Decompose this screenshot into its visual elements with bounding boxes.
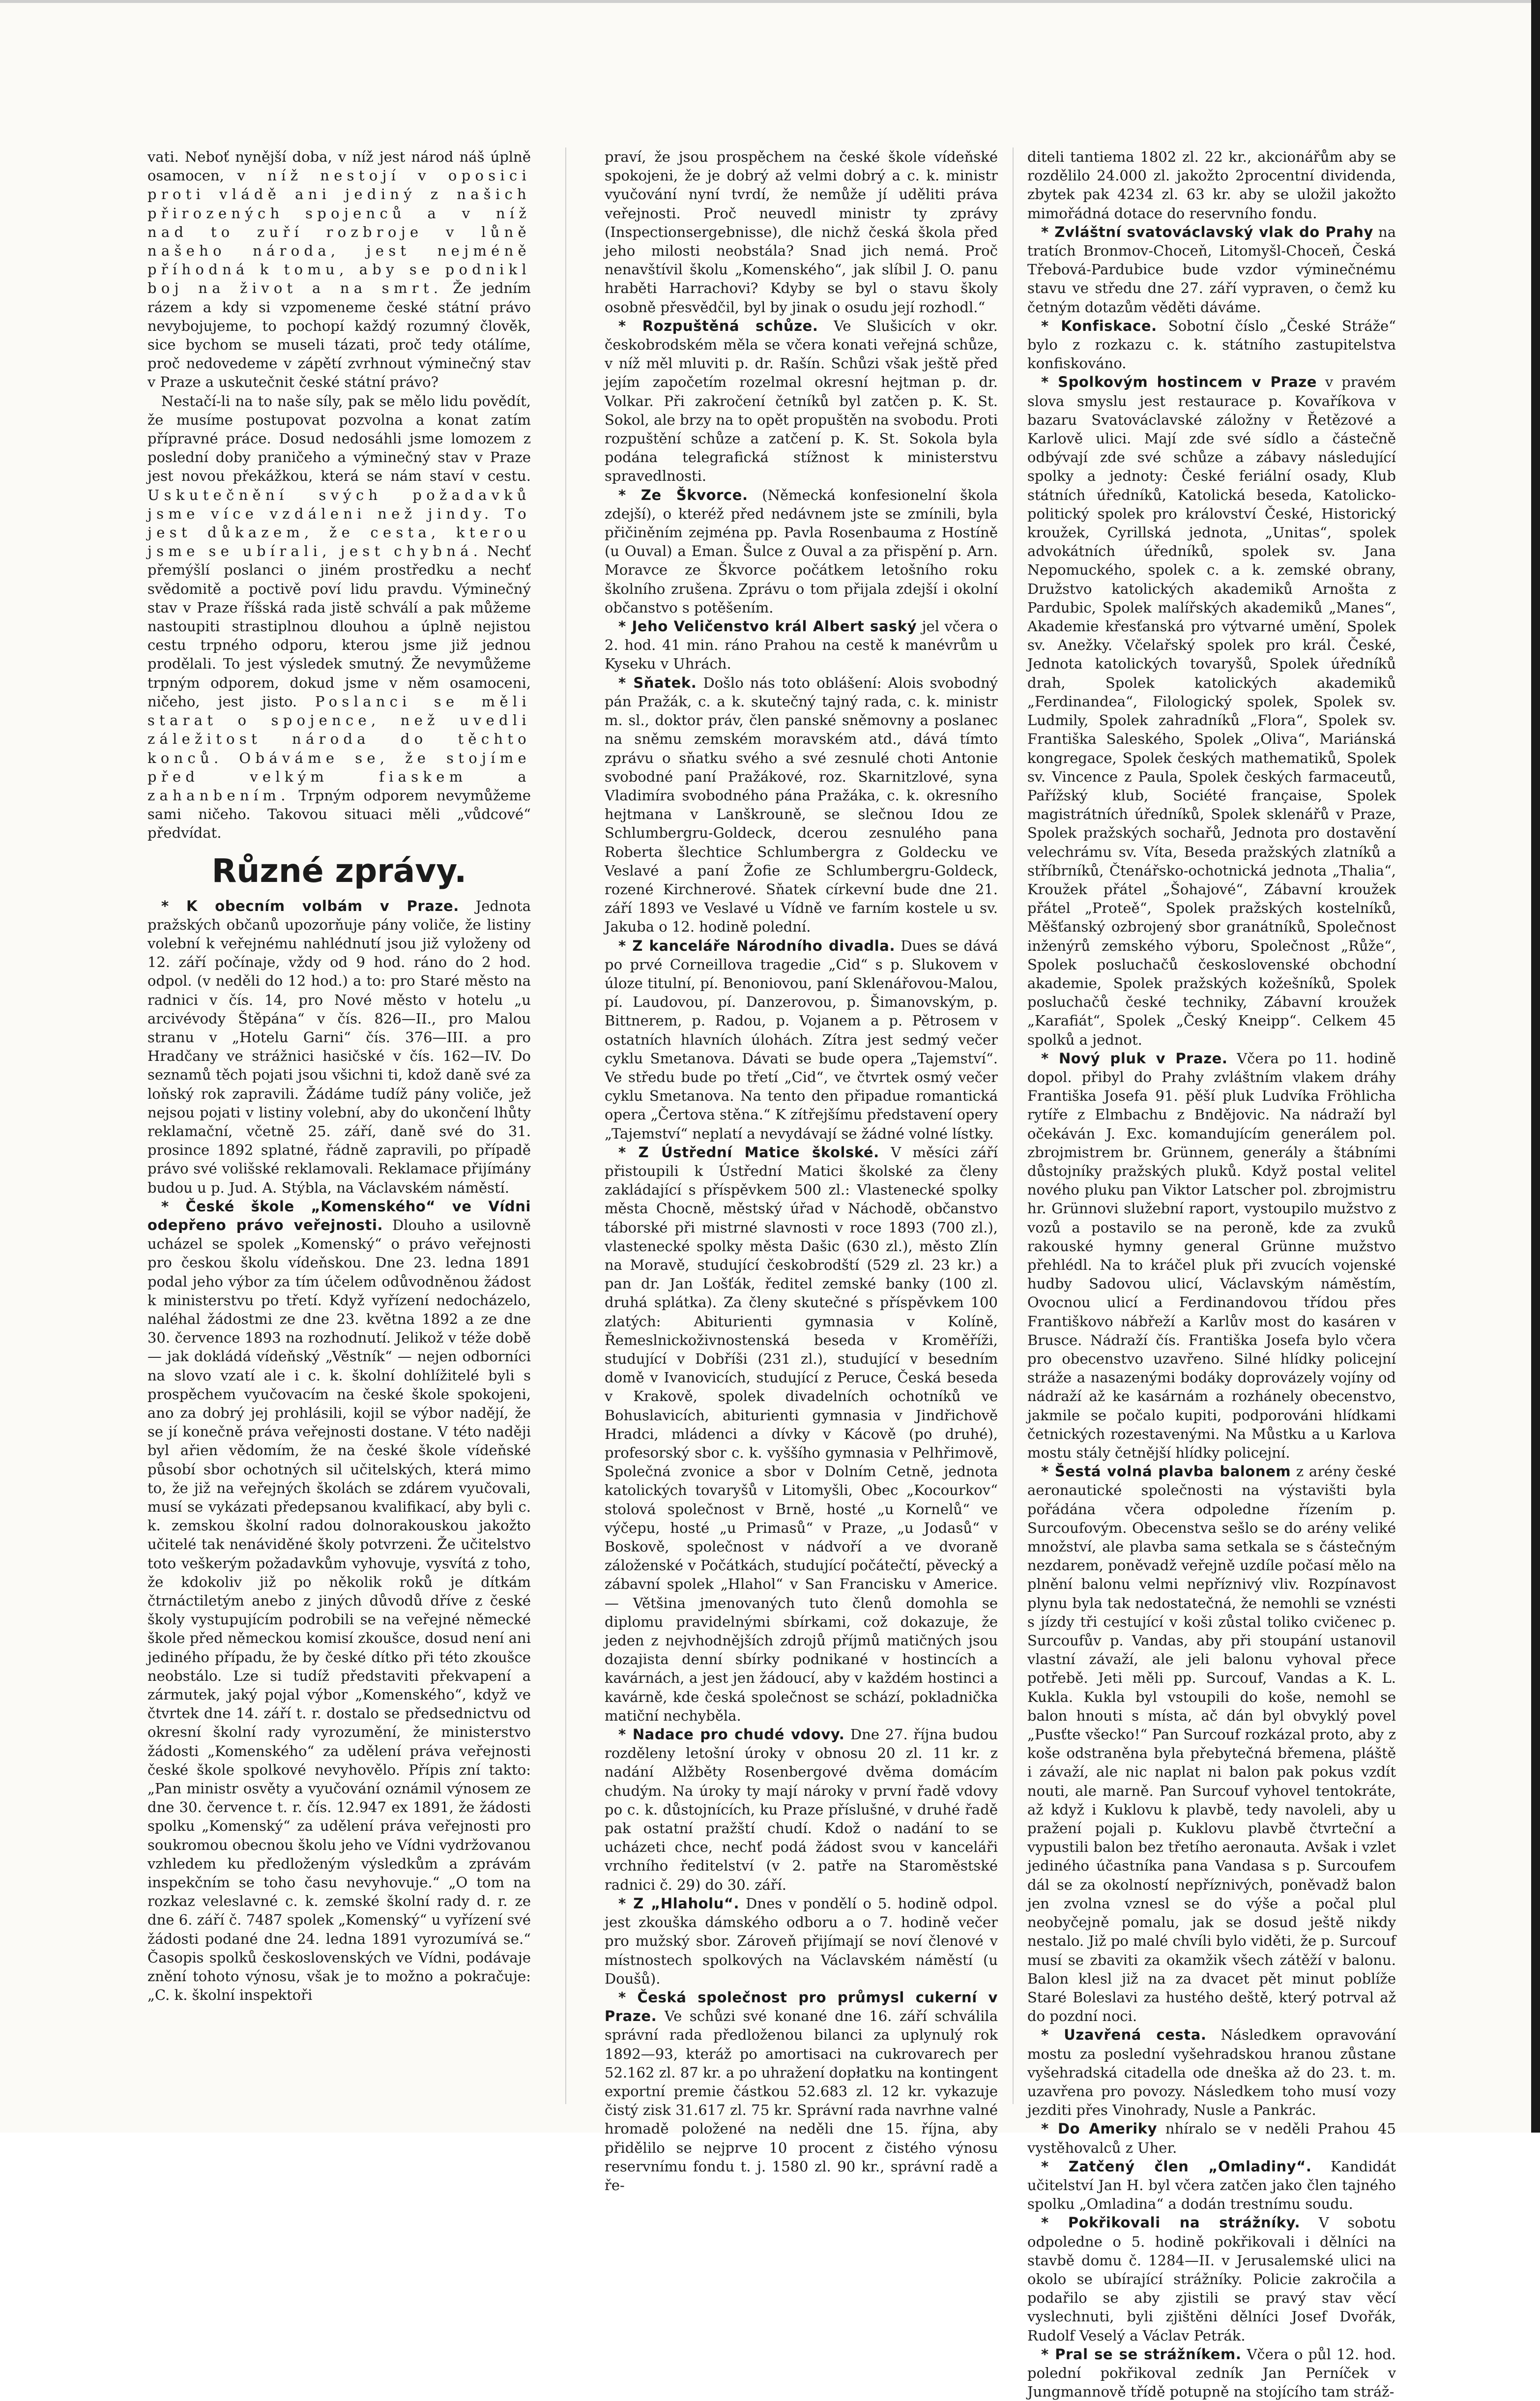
news-item-vdovy	[605, 1725, 998, 1894]
text: Že jedním rázem a kdy si vzpomeneme české státní právo nevybojujeme, to pochopí každý rozumný člověk, sice bychom se museli tázati, proč tedy otálíme, proč nedovedeme v zápětí zvrhnout výminečný stav v Praze a uskutečnit české státní právo?	[147, 280, 531, 391]
item-text: Dues se dává po prvé Corneillova tragedie „Cid“ s p. Slukovem v úloze titulní, pí. Benoniovou, paní Sklenářovou-Malou, pí. Laudovou, pí. Danzerovou, p. Šimanovským, p. Bittnerem, p. Radou, p. Vojanem a p. Pětrosem v ostatních hlavních úlohách. Zítra jest sedmý večer cyklu Smetanova. Dávati se bude opera „Tajemství“. Ve středu bude po třetí „Cid“, ve čtvrtek osmý večer cyklu Smetanova. Na tento den připadue romantická opera „Čertova stěna.“ K zítřejšímu představení opery „Tajemství“ neplatí a nevydávají se žádné volné lístky.	[605, 937, 998, 1142]
news-item-balon	[1027, 1462, 1396, 2025]
item-heading: * České škole „Komenského“ ve Vídni odepřeno právo veřejnosti.	[147, 1198, 531, 1233]
item-heading: * Z „Hlaholu“.	[618, 1895, 740, 1912]
column-2	[605, 147, 998, 2194]
item-heading: * Jeho Veličenstvo král Albert saský	[618, 618, 917, 635]
item-heading: * Rozpuštěná schůze.	[618, 317, 818, 334]
item-heading: * Šestá volná plavba balonem	[1041, 1463, 1291, 1480]
item-text: Dnes v pondělí o 5. hodině odpol. jest zkouška dámského odboru a o 7. hodině večer pro mužský sbor. Zároveň přijímají se noví členové v místnostech spolkových na Václavském náměstí (u Doušů).	[605, 1895, 998, 1987]
item-heading: * K obecním volbám v Praze.	[161, 897, 459, 914]
text: Nechť přemýšlí poslanci o jiném prostředku a nechť svědomitě a poctivě poví lidu pravdu. Výminečný stav v Praze říšská rada jistě schválí a pak můžeme nastoupiti strastiplnou dlouhou a úplně nejistou cestu trpného odporu, kterou jsme již jednou prodělali. To jest výsledek smutný. Že nevymůžeme trpným odporem, dokud jsme v něm osamoceni, ničeho, jest jisto.	[147, 543, 531, 710]
news-item-konfiskace	[1027, 317, 1396, 373]
news-item-skola	[147, 1197, 531, 2005]
item-heading: * Sňatek.	[618, 674, 697, 691]
item-continuation: diteli tantiema 1802 zl. 22 kr., akcionářům aby se rozdělilo 24.000 zl. jakožto 2procentní dividenda, zbytek pak 4234 zl. 63 kr. aby se uložil jakožto mimořádná dotace do reservního fondu.	[1027, 148, 1396, 222]
section-title: Různé zprávy.	[211, 851, 467, 890]
news-item-spolky	[1027, 373, 1396, 1049]
item-heading: * Z kanceláře Národního divadla.	[618, 937, 896, 954]
news-item-snatek	[605, 673, 998, 937]
item-text: Dne 27. října budou rozděleny letošní úroky v obnosu 20 zl. 11 kr. z nadání Alžběty Rosenbergové dvěma domácím chudým. Na úroky ty mají nároky v první řadě vdovy po c. k. důstojnících, ku Praze příslušné, v druhé řadě pak ostatní pražští chudí. Kdož o nadání to se ucházeti chce, nechť podá žádost svou v kanceláři vrchního ředitelství (v 2. patře na Staroměstské radnici č. 29) do 30. září.	[605, 1726, 998, 1893]
item-text: Včera po 11. hodině dopol. přibyl do Prahy zvláštním vlakem dráhy Františka Josefa 91. pěší pluk Ludvíka Fröhlicha rytíře z Elmbachu z Bndějovic. Na nádraží byl očekáván J. Exc. komandujícím generálem pol. zbrojmistrem br. Grünnem, generály a štábními důstojníky pražských pluků. Když postal velitel nového pluku pan Viktor Latscher pol. zbrojmistru hr. Grünnovi služební raport, vystoupilo mužstvo z vozů a postavilo se na peroně, kde za zvuků rakouské hymny general Grünne mužstvo přehlédl. Na to kráčel pluk při zvucích vojenské hudby Sadovou ulicí, Václavským náměstím, Ovocnou ulicí a Ferdinandovou třídou přes Františkovo nábřeží a Karlův most do kasáren v Bruscе. Nádraží čís. Františka Josefa bylo včera pro obecenstvo uzavřeno. Silné hlídky policejní stráže a nasazenými bodáky doprovázely vojíny od nádraží až ke kasárnám a rozhánely obecenstvo, jakmile se počalo kupiti, podporováni hlídkami četnických rozestavenými. Na Můstku a u Karlova mostu stály četnější hlídky policejní.	[1027, 1050, 1396, 1462]
item-text: Jednota pražských občanů upozorňuje pány voliče, že listiny volební k veřejnému nahlédnutí jsou již vyloženy od 12. září počínaje, vždy od 9 hod. ráno do 2 hod. odpol. (v neděli do 12 hod.) a to: pro Staré město na radnici v čís. 14, pro Nové město v hotelu „u arcivévody Štěpána“ v čís. 826—II., pro Malou stranu v „Hotelu Garni“ čís. 376—III. a pro Hradčany ve strážnici hasičské v čís. 162—IV. Do seznamů těch pojati jsou všichni ti, kdož daně své za loňský rok zapravili. Žádáme tudíž pány voliče, jež nejsou pojati v listiny volební, aby do ukončení lhůty reklamační, včetně 25. září, daně své do 31. prosince 1892 splatné, řádně zapravili, po případě právo své volišské reklamovali. Reklamace přijímány budou u p. Jud. A. Stýbla, na Václavském náměstí.	[147, 897, 531, 1196]
news-item-straznik	[1027, 2213, 1396, 2344]
column-1	[147, 147, 531, 2104]
item-heading: * Konfiskace.	[1041, 317, 1157, 334]
item-heading: * Pral se se strážníkem.	[1041, 2345, 1242, 2363]
item-text: Ve schůzi své konané dne 16. září schválila správní rada předloženou bilanci za uplynulý rok 1892—93, kteráž po amortisaci na cukrovarech per 52.162 zl. 87 kr. a po uhražení dopłatku na kontingent exportní premie částkou 52.683 zl. 12 kr. vykazuje čistý zisk 31.617 zl. 75 kr. Správní rada navrhne valné hromadě položené na neděli dne 15. října, aby přidělilo se nejprve 10 procent z čistého výnosu reservnímu fondu t. j. 1580 zl. 90 kr., správní radě a ře-	[605, 2008, 998, 2194]
news-item-pral	[1027, 2345, 1396, 2401]
item-text: Ve Slušicích v okr. českobrodském měla se včera konati veřejná schůze, v níž měl mluviti p. dr. Rašín. Schůzi však ještě před jejím započetím rozelmal okresní hejtman p. dr. Volkar. Při zakročení četníků byl zatčen p. K. St. Sokol, ale brzy na to opět propuštěn na svobodu. Proti rozpuštění schůze a zatčení p. K. St. Sokola byla podána telegrafická stížnost k ministerstvu spravedlnosti.	[605, 317, 998, 485]
item-continuation: praví, že jsou prospěchem na české škole vídeňské spokojeni, že je dobrý až velmi dobrý a c. k. ministr vyučování nyní tvrdí, že nemůže jí uděliti práva veřejnosti. Proč neuvedl ministr ty zprávy (Inspectionsergebnisse), dle nichž česká škola před jeho milosti neobstála? Snad jich nemá. Proč nenavštívil školu „Komenského“, jak slíbil J. O. panu hraběti Harrachovi? Kdyby se byl o stavu školy osobně přesvědčil, byl by jinak o osudu její rozhodl.“	[605, 148, 998, 316]
news-item-kral	[605, 617, 998, 673]
text: vati. Neboť nynější doba, v níž jest národ náš úplně osamocen,	[147, 148, 531, 184]
news-item-prumysl	[605, 1988, 998, 2195]
column-rule-1	[565, 147, 566, 2104]
item-text: Následkem opravování mostu za poslední vyšehradskou hranou zůstane vyšehradská citadella ode dneška až do 23. t. m. uzavřena pro povozy. Následkem toho musí vozy jezditi přes Vinohrady, Nusle a Pankrác.	[1027, 2026, 1396, 2119]
item-heading: * Do Ameriky	[1041, 2120, 1158, 2137]
item-heading: * Spolkovým hostincem v Praze	[1041, 374, 1317, 391]
item-text: V sobotu odpoledne o 5. hodině pokřikovali i dělníci na stavbě domu č. 1284—II. v Jerusalemské ulici na okolo se ubírající strážníky. Policie zakročila a podařilo se aby zjistili se pravý stav věcí vyslechnuti, byli zjištěni dělníci Josef Dvořák, Rudolf Veselý a Václav Petrák.	[1027, 2214, 1396, 2344]
text: Trpným odporem nevymůžeme sami ničeho. Takovou situaci měli „vůdcové“ předvídat.	[147, 787, 531, 842]
item-text: (Německá konfesionelní škola zdejší), o kteréž před nedávnem jste se zmínili, byla přičiněním zejména pp. Pavla Rosenbauma z Hostíně (u Ouval) a Eman. Šulce z Ouval a za přispění p. Arn. Moravce ze Škvorce počátkem letošního roku školního zrušena. Zprávu o tom přijala zdejší i okolní občanstvo s potěšením.	[605, 486, 998, 616]
item-text: V měsíci září přistoupili k Ústřední Matici školské za členy zakládající s příspěvkem 500 zl.: Vlastenecké spolky města Chocně, městský úřad v Náchodě, občanstvo táborské při mistrné slavnosti v roce 1893 (700 zl.), vlastenecké spolky města Dašic (630 zl.), město Zlín na Moravě, studující českobrodští (529 zl. 23 kr.) a pan dr. Jan Lošťák, ředitel zemské banky (100 zl. druhá splátka). Za členy skutečné s příspěvkem 100 zlatých: Abiturienti gymnasia v Kolíně, Řemeslnickoživnostenská beseda v Kroměříži, studující v Dobříši (231 zl.), studující v besedním domě v Ivanovicích, studující z Peruce, Česká beseda v Krakově, spolek divadelních ochotníků ve Bohuslavicích, abiturienti gymnasia v Jindřichově Hradci, mládenci a dívky v Kácově (po druhé), profesorský sbor c. k. vyššího gymnasia v Pelhřimově, Společná zvonice a sbor v Dolním Cetně, jednota katolických tovaryšů v Litomyšli, Obec „Kocourkov“ stolová společnost v Brně, hosté „u Kornelů“ ve výčepu, hosté „u Primasů“ v Praze, „u Jodasů“ v Boskově, společnost v nádvoří a ve dvoraně záloženské v Počátkách, studující počátečtí, pěvecký a zábavní spolek „Hlahol“ v San Francisku v Americe. — Většina jmenovaných tuto členů domohla se diplomu pravidelnými sbírkami, což dokazuje, že jeden z nejvhodnějších zdrojů příjmů matičných jsou dozajista denní sbírky podnikané v hostincích a kavárnách, a jest jen žádoucí, aby v každém hostinci a kavárně, kde česká společnost se schází, pokladnička matiční nechyběla.	[605, 1143, 998, 1724]
item-heading: * Pokřikovali na strážníky.	[1041, 2214, 1301, 2231]
item-text: Došlo nás toto oblášení: Alois svobodný pán Pražák, c. a k. skutečný tajný rada, c. k. ministr m. sl., doktor práv, člen panské sněmovny a poslanec na sněmu zemském moravském atd., dává tímto zprávu o sňatku svého a své zesnulé choti Antonie svobodné paní Pražákové, roz. Skarnitzlové, syna Vladimíra svobodného pána Pražáka, c. k. okresního hejtmana v Lanškrouně, se slečnou Idou ze Schlumbergru-Goldeck, dcerou zesnulého pana Roberta šlechtice Schlumbergra z Goldecku ve Veslavé a paní Žofie ze Schlumbergru-Goldeck, rozené Kirchnerové. Sňatek církevní bude dne 21. září 1893 ve Veslavé u Vídně ve farním kostele u sv. Jakuba o 12. hodině polední.	[605, 674, 998, 936]
item-heading: * Z Ústřední Matice školské.	[618, 1143, 879, 1161]
item-heading: * Uzavřená cesta.	[1041, 2026, 1207, 2044]
item-text: Sobotní číslo „České Stráže“ bylo z rozkazu c. k. státního zastupitelstva konfiskováno.	[1027, 317, 1396, 372]
news-item-skvorec	[605, 486, 998, 617]
spaced-emphasis: Uskutečnění svých požadavků jsme více vzdáleni než jindy. To jest důkazem, že cesta, kterou jsme se ubírali, jest chybná.	[147, 486, 531, 560]
news-item-cesta	[1027, 2025, 1396, 2119]
news-item-schuze	[605, 317, 998, 486]
news-item-omladina	[1027, 2157, 1396, 2214]
text: Nestačí-li na to naše síly, pak se mělo lidu povědít, že musíme postupovat pozvolna a konat zatím přípravné práce. Dosud nedosáhli jsme lomozem z poslední doby praničeho a výminečný stav v Praze jest novou překážkou, která se nám staví v cestu.	[147, 392, 531, 485]
item-text: nhíralo se v neděli Prahou 45 vystěhovalců z Uher.	[1027, 2120, 1396, 2156]
item-text: v pravém slova smyslu jest restaurace p. Kovaříkova v bazaru Svatováclavské záložny v Řetězové a Karlově ulici. Mají zde své sídlo a částečně odbývají zde své schůze a zábavy následující spolky a jednoty: České feriální osady, Klub státních úředníků, Katolická beseda, Katolicko-politický spolek pro království České, Historický kroužek, Cyrillská jednota, „Unitas“, spolek advokátních úředníků, spolek sv. Jana Nepomuckého, spolek c. a k. zemské obrany, Družstvo katolických akademiků Arnošta z Pardubic, Spolek malířských akademiků „Manes“, Akademie křesťanská pro výtvarné umění, Spolek sv. Anežky. Včelařský spolek pro král. České, Jednota katolických tovaryšů, Spolek úředníků drah, Spolek katolických akademiků „Ferdinandea“, Filologický spolek, Spolek sv. Ludmily, Spolek zahradníků „Flora“, Spolek sv. Františka Saleského, Spolek „Oliva“, Mariánská kongregace, Spolek českých mathematiků, Spolek sv. Vincence z Paula, Spolek českých farmaceutů, Pařížský klub, Société française, Spolek magistrátních úředníků, Spolek sklenářů v Praze, Spolek pražských sochařů, Jednota pro dostavění velechrámu sv. Víta, Beseda pražských zlatníků a stříbrníků, Čtenářsko-ochotnická jednota „Thalia“, Kroužek přátel „Šohajové“, Zábavní kroužek přátel „Proteě“, Spolek pražských kostelníků, Měšťanský ozbrojený sbor granátníků, Společnost inženýrů zemského výboru, Společnost „Růže“, Spolek posluchačů československé obchodní akademie, Spolek pražských kožešníků, Spolek posluchačů české techniky, Zábavní kroužek „Karafiát“, Spolek „Český Kneipp“. Celkem 45 spolků a jednot.	[1027, 374, 1396, 1048]
item-text: Dlouho a usilovně ucházel se spolek „Komenský“ o právo veřejnosti pro českou školu vídeňskou. Dne 23. ledna 1891 podal jeho výbor za tím účelem odůvodněnou žádost k ministerstvu po třetí. Když vyřízení nedocházelo, naléhal žádostmi ze dne 23. května 1892 a ze dne 30. července 1893 na rozhodnutí. Jelikož v téže době — jak dokládá vídeňský „Věstník“ — nejen odborníci na slovo vzatí ale i c. k. školní dohlížitelé byli s prospěchem vyučovacím na české škole spokojeni, ano za dobrý jej prohlásili, kojil se výbor nadějí, že se jí konečně práva veřejnosti dostane. V této naději byl ařien vědomím, že na české škole vídeňské působí sbor ochotných sil učitelských, která mimo to, že již na veřejných školách se zdárem vyučovali, musí se vykázati předepsanou kvalifikací, aby byli c. k. zemskou školní radou dolnorakouskou jakožto učitelé tak nenáviděné školy potvrzeni. Že učitelstvo toto veškerým požadavkům vyhovuje, vysvítá z toho, že kdokoliv již po několik roků je dítkám čtrnáctiletým anebo z jiných důvodů dříve z české školy vystupujícím podrobili se na veřejné německé škole před německou komisí zkoušce, dosud není ani jediného případu, že by české dítko při této zkoušce neobstálo. Lze si tudíž představiti překvapení a zármutek, jaký pojal výbor „Komenského“, když ve čtvrtek dne 14. září t. r. dostalo se předsednictvu od okresní školní rady vyrozumění, že ministerstvo žádosti „Komenského“ za udělení práva veřejnosti české škole spolkové nevyhovělo. Přípis zní takto: „Pan ministr osvěty a vyučování oznámil výnosem ze dne 30. července t. r. čís. 12.947 ex 1891, že žádosti spolku „Komenský“ za udělení práva veřejnosti pro soukromou obecnou školu jeho ve Vídni vydržovanou vzhledem ku předloženým výsledkům a zprávám inspekčním se toho času nevyhovuje.“ „O tom na rozkaz veleslavné c. k. zemské školní rady d. r. ze dne 6. září č. 7487 spolek „Komenský“ u vyřízení své žádosti podané dne 24. ledna 1891 vyrozumívá se.“ Časopis spolků československých ve Vídni, podávaje znění tohoto výnosu, však je to možno a pokračuje: „C. k. školní inspektoři	[147, 1216, 531, 2004]
spaced-emphasis: v níž nestojí v oposici proti vládě ani jediný z našich přirozených spojenců a v níž nad to zuří rozbroje v lůně našeho národa, jest nejméně příhodná k tomu, aby se podnikl boj na život a na smrt.	[147, 167, 531, 297]
item-text: Kandidát učitelství Jan H. byl včera zatčen jako člen tajného spolku „Omladina“ a dodán trestnímu soudu.	[1027, 2158, 1396, 2213]
news-item-vlak	[1027, 223, 1396, 317]
item-text: jel včera o 2. hod. 41 min. ráno Prahou na cestě k manévrům u Kyseku v Uhrách.	[605, 618, 998, 673]
item-heading: * Česká společnost pro průmysl cukerní v Praze.	[605, 1989, 998, 2025]
column-rule-2	[1013, 147, 1014, 2104]
scan-top-edge	[0, 0, 1540, 3]
article-paragraph	[147, 392, 531, 843]
item-text: z arény české aeronautické společnosti na výstavišti byla pořádána včera odpoledne řízením p. Surcoufovým. Obecenstva sešlo se do arény veliké množství, ale plavba sama setkala se s částečným nezdarem, poněvadž veřejně uzdíle počasí mělo na plnění balonu velmi nepříznivý vliv. Rozpínavost plynu byla tak nedostatečná, že nemohli se vznésti s jízdy tři cestující v koši zůstal toliko cvičenec p. Surcoufův p. Vandas, aby při stoupání ustanovil vlastní závaží, ale jeli balonu vyhoval přece potřebě. Jeti měli pp. Surcouf, Vandas a K. L. Kukla. Kukla byl vstoupili do koše, nemohl se balon hnouti s místa, ač dán byl obvyklý povel „Pusťte všecko!“ Pan Surcouf rozkázal proto, aby z koše odstraněna byla přebytečná břemena, pláště i závaží, ale nic naplat ni balon pak pokus vzdít nouti, ale marně. Pan Surcouf vyhovel tentokráte, až když i Kuklovu k plavbě, tedy navoleli, aby u pražení pojali p. Kuklovu plavbě čtvrteční a vypustili balon bez třetího aeronauta. Avšak i vzlet jediného účastníka pana Vandasa s p. Surcoufem dál se za okolností nepříznivých, poněvadž balon jen zvolna vznesl se do výše a počal plul neobyčejně pomalu, jak se dosud ještě nikdy nestalo. Již po malé chvíli bylo viděti, že p. Surcouf musí se zbaviti za okamžik všech zátěží v balonu. Balon klesl již na za dvacet pět minut poblíže Staré Boleslavi za hustého deště, který potrval až do pozdní noci.	[1027, 1463, 1396, 2025]
article-continuation	[147, 147, 531, 392]
news-item-matice	[605, 1143, 998, 1725]
item-heading: * Ze Škvorce.	[618, 486, 748, 503]
news-item-divadlo	[605, 937, 998, 1143]
spaced-emphasis: Poslanci se měli starat o spojence, než uvedli záležitost národa do těchto konců. Obáváme se, že stojíme před velkým fiaskem a zahanbením.	[147, 693, 531, 804]
news-item-pluk	[1027, 1049, 1396, 1462]
news-item-volby	[147, 897, 531, 1197]
scan-right-edge	[1531, 0, 1540, 2133]
news-item-amerika	[1027, 2119, 1396, 2157]
column-3	[1027, 147, 1396, 2401]
item-text: Včera o půl 12. hod. polední pokřikoval zedník Jan Perníček v Jungmannově třídě potupně na stojícího tam stráž-	[1027, 2345, 1396, 2401]
item-heading: * Nadace pro chudé vdovy.	[618, 1726, 845, 1743]
item-text: na tratích Bronmov-Choceň, Litomyšl-Choceň, Česká Třebová-Pardubice bude vzdor výminečnému stavu ve středu dne 27. září vypraven, o čemž ku četným dotazům věděti dáváme.	[1027, 223, 1396, 316]
item-heading: * Zvláštní svatováclavský vlak do Prahy	[1041, 223, 1373, 240]
news-item-hlahol	[605, 1894, 998, 1988]
item-heading: * Nový pluk v Praze.	[1041, 1050, 1228, 1067]
item-heading: * Zatčený člen „Omladiny“.	[1041, 2158, 1312, 2175]
